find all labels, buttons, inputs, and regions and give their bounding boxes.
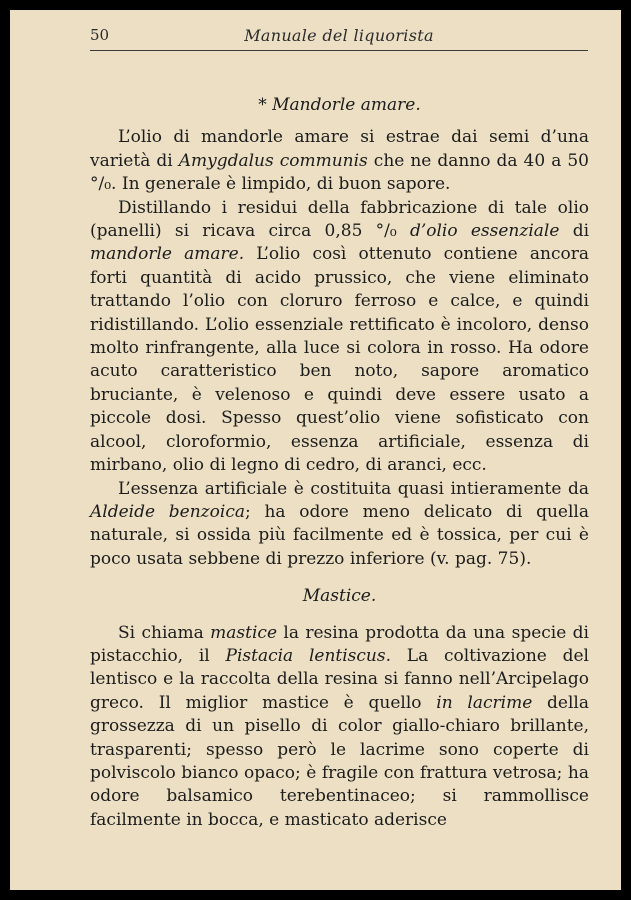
paragraph — [90, 197, 589, 478]
header-rule — [90, 50, 588, 51]
text-run: La coltivazione del lentisco e la raccolta della resina si fanno nell’Arcipelago greco. Il miglior mastice è quello — [90, 645, 589, 713]
book-page — [10, 10, 621, 890]
running-header — [90, 22, 588, 46]
running-title: Manuale del liquorista — [244, 26, 434, 45]
paragraph — [90, 622, 589, 833]
paragraph — [90, 478, 589, 572]
text-run: L’olio di mandorle amare si estrae dai semi d’una varietà di — [90, 127, 589, 171]
italic-term: Pistacia lentiscus. — [225, 645, 391, 666]
text-run: Distillando i residui della fabbricazione di tale olio (panelli) si ricava circa 0,85 °/₀ — [90, 197, 589, 242]
text-run: L’essenza artificiale è costituita quasi intieramente da — [118, 478, 589, 499]
italic-term: Aldeide benzoica — [90, 501, 245, 522]
text-run: della grossezza di un pisello di color giallo-chiaro brillante, trasparenti; spesso però le lacrime sono coperte di polviscolo bianco opaco; è fragile con frattura vetrosa; ha odore balsamico terebentinaceo; si rammollisce facilmente in bocca, e masticato aderisce — [90, 692, 589, 830]
text-run: Si chiama — [118, 622, 211, 643]
text-run: che ne danno da 40 a 50 °/₀. In generale è limpido, di buon sapore. — [90, 150, 589, 195]
italic-term: mandorle amare. — [90, 244, 245, 265]
text-run: ; ha odore meno delicato di quella naturale, si ossida più facilmente ed è tossica, per cui è poco usata sebbene di prezzo inferiore (v. pag. 75). — [90, 501, 589, 569]
text-run: la resina prodotta da una specie di pistacchio, il — [90, 622, 589, 666]
paragraph — [90, 126, 589, 196]
section-heading-mastice: Mastice. — [302, 586, 377, 607]
page-number: 50 — [90, 26, 110, 44]
italic-term: d’olio essenziale — [409, 221, 560, 242]
page-body — [90, 94, 589, 832]
text-run: di — [559, 221, 590, 242]
italic-term: mastice — [210, 622, 278, 643]
italic-term: Amygdalus communis — [178, 150, 368, 171]
section-heading-mandorle: * Mandorle amare. — [258, 95, 421, 115]
italic-term: in lacrime — [436, 692, 533, 713]
text-run: L’olio così ottenuto contiene ancora forti quantità di acido prussico, che viene eliminato trattando l’olio con cloruro ferroso e calce, e quindi ridistillando. L’olio essenziale rettificato è incoloro, denso molto rinfrangente, alla luce si colora in rosso. Ha odore acuto caratteristico ben noto, sapore aromatico bruciante, è velenoso e quindi deve essere usato a piccole dosi. Spesso quest’olio viene sofisticato con alcool, cloroformio, essenza artificiale, essenza di mirbano, olio di legno di cedro, di aranci, ecc. — [90, 244, 589, 476]
